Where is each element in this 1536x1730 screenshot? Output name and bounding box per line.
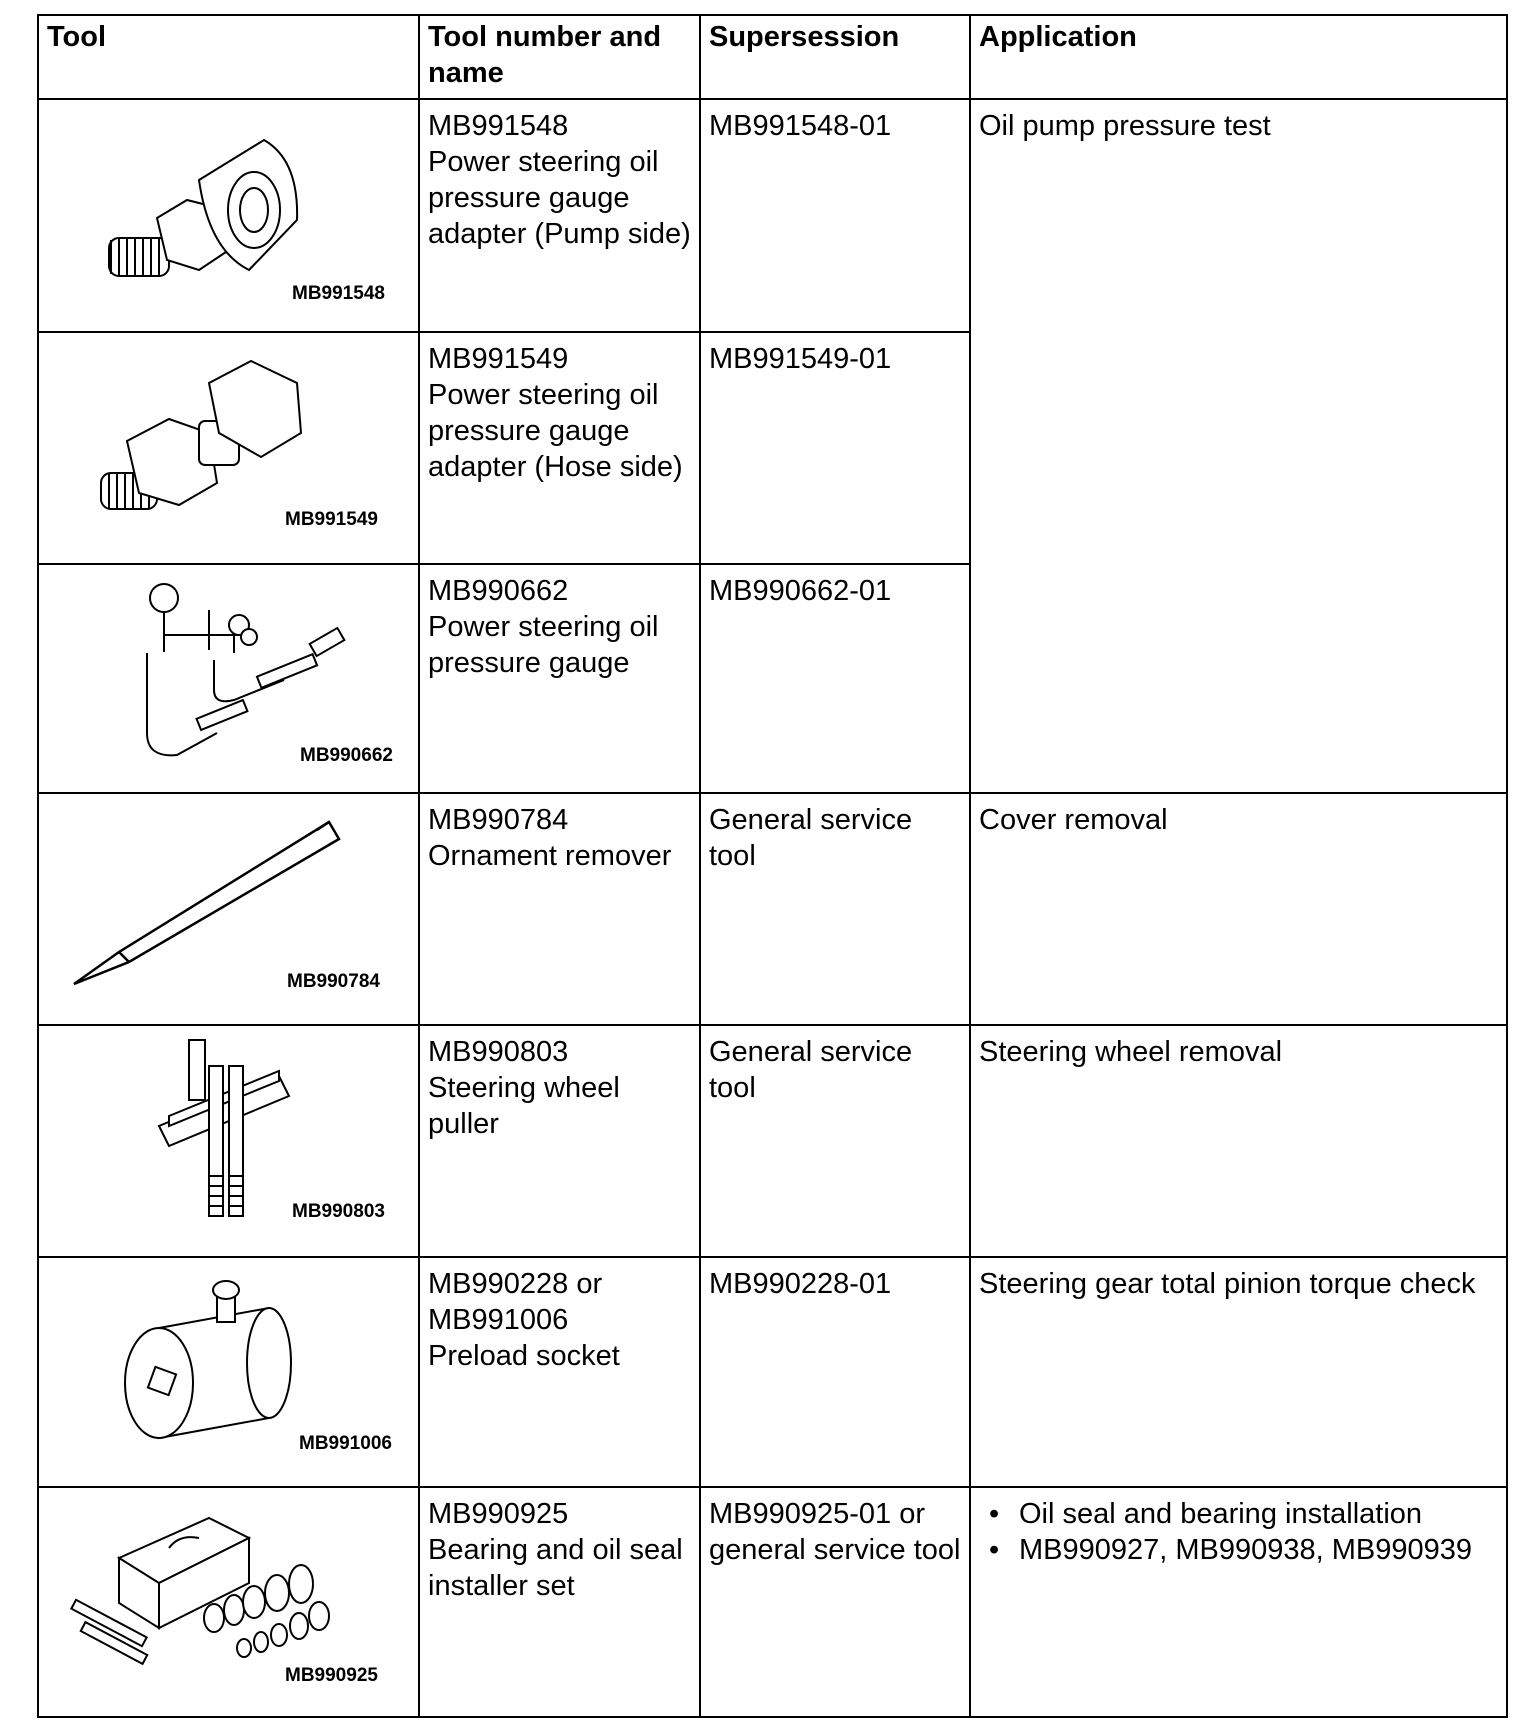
- tool-name: Power steering oil pressure gauge adapter (Pump side): [428, 146, 691, 250]
- supersession-cell: MB990228-01: [700, 1257, 970, 1487]
- tool-name: Steering wheel puller: [428, 1072, 620, 1140]
- supersession-cell: General service tool: [700, 793, 970, 1025]
- tool-number: MB990228 or MB991006: [428, 1268, 603, 1336]
- supersession-cell: MB990925-01 or general service tool: [700, 1487, 970, 1717]
- header-row: [38, 15, 1507, 99]
- tool-image-cell: [38, 1487, 419, 1717]
- list-item: • Oil seal and bearing installation: [989, 1496, 1498, 1532]
- tool-number: MB990803: [428, 1036, 569, 1068]
- tool-caption: MB990784: [287, 971, 380, 992]
- table-row: [38, 1487, 1507, 1717]
- tool-number-cell: [419, 332, 700, 564]
- supersession-cell: MB991548-01: [700, 99, 970, 332]
- tool-name: Preload socket: [428, 1340, 620, 1372]
- tool-number-cell: [419, 1487, 700, 1717]
- header-tool-number: Tool number and name: [419, 15, 700, 99]
- header-tool: Tool: [38, 15, 419, 99]
- tool-image-cell: [38, 1257, 419, 1487]
- tool-image-cell: [38, 332, 419, 564]
- table-row: [38, 793, 1507, 1025]
- tool-caption: MB990662: [300, 745, 393, 766]
- tool-caption: MB991548: [292, 283, 385, 304]
- supersession-cell: MB991549-01: [700, 332, 970, 564]
- tool-name: Power steering oil pressure gauge adapter (Hose side): [428, 379, 683, 483]
- tool-image-cell: [38, 1025, 419, 1257]
- tool-caption: MB991549: [285, 509, 378, 530]
- header-supersession: Supersession: [700, 15, 970, 99]
- tool-number-cell: [419, 793, 700, 1025]
- tool-number-cell: [419, 99, 700, 332]
- tool-number: MB990925: [428, 1498, 569, 1530]
- special-tools-table: [37, 14, 1508, 1718]
- tool-number-cell: [419, 564, 700, 793]
- tool-name: Bearing and oil seal installer set: [428, 1534, 683, 1602]
- tool-caption: MB990803: [292, 1201, 385, 1222]
- application-cell: [970, 1487, 1507, 1717]
- tool-caption: MB991006: [299, 1433, 392, 1454]
- application-list: [979, 1496, 1498, 1568]
- tool-caption: MB990925: [285, 1665, 378, 1686]
- tool-name: Power steering oil pressure gauge: [428, 611, 659, 679]
- tool-number: MB990662: [428, 575, 569, 607]
- tool-image-cell: [38, 793, 419, 1025]
- tool-name: Ornament remover: [428, 840, 672, 872]
- tool-image-cell: [38, 564, 419, 793]
- list-item: • MB990927, MB990938, MB990939: [989, 1532, 1498, 1568]
- supersession-cell: General service tool: [700, 1025, 970, 1257]
- table-row: [38, 1025, 1507, 1257]
- tool-image-cell: [38, 99, 419, 332]
- application-cell: Oil pump pressure test: [970, 99, 1507, 793]
- tool-number: MB991549: [428, 343, 569, 375]
- application-cell: Cover removal: [970, 793, 1507, 1025]
- table-row: [38, 1257, 1507, 1487]
- header-application: Application: [970, 15, 1507, 99]
- table-row: [38, 99, 1507, 332]
- tool-number: MB990784: [428, 804, 569, 836]
- application-cell: Steering wheel removal: [970, 1025, 1507, 1257]
- tool-number: MB991548: [428, 110, 569, 142]
- tool-number-cell: [419, 1025, 700, 1257]
- tool-number-cell: [419, 1257, 700, 1487]
- application-cell: Steering gear total pinion torque check: [970, 1257, 1507, 1487]
- supersession-cell: MB990662-01: [700, 564, 970, 793]
